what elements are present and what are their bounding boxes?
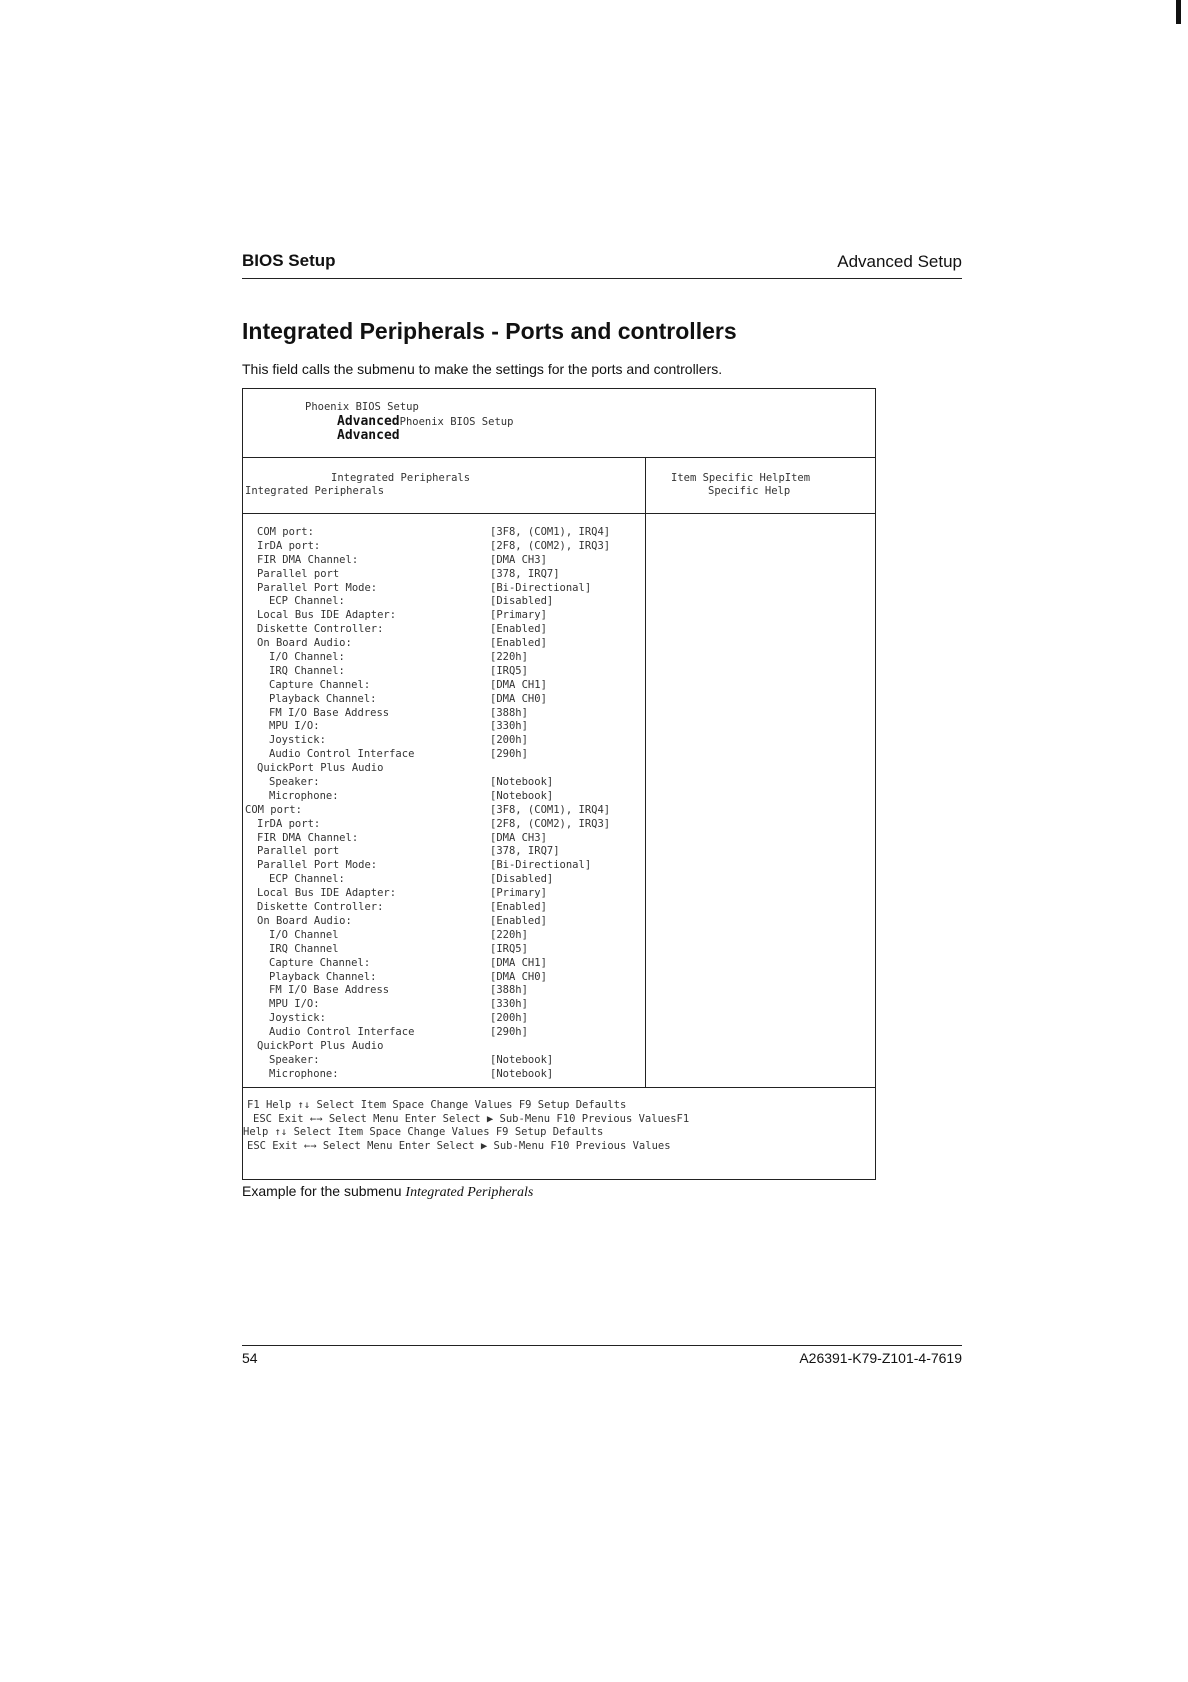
bios-setting-row[interactable]	[245, 637, 643, 651]
footer-rule	[242, 1345, 962, 1346]
bios-setting-row[interactable]	[245, 693, 643, 707]
bios-settings-list	[245, 526, 643, 1082]
bios-setting-value[interactable]: [3F8, (COM1), IRQ4]	[490, 803, 611, 816]
bios-setting-label: Parallel port	[257, 845, 340, 858]
bios-setting-row[interactable]	[245, 1054, 643, 1068]
bios-key-legend-line: ESC Exit ←→ Select Menu Enter Select ▶ Sub-Menu F10 Previous Values	[247, 1139, 671, 1152]
bios-setting-row[interactable]	[245, 915, 643, 929]
bios-setting-value[interactable]: [330h]	[490, 720, 528, 733]
bios-setting-row[interactable]	[245, 832, 643, 846]
bios-setting-label: IRQ Channel	[269, 942, 339, 955]
section-title: Integrated Peripherals - Ports and controllers	[242, 318, 737, 344]
bios-setting-row[interactable]	[245, 859, 643, 873]
bios-setting-value[interactable]: [DMA CH3]	[490, 553, 547, 566]
bios-setting-label: On Board Audio:	[257, 914, 352, 927]
bios-title-bar	[243, 389, 875, 458]
bios-setting-label: Local Bus IDE Adapter:	[257, 609, 397, 622]
bios-setting-label: FM I/O Base Address	[269, 706, 390, 719]
bios-setting-label: COM port:	[245, 803, 302, 816]
bios-title-line-3: Advanced	[337, 428, 400, 443]
bios-setting-row[interactable]	[245, 665, 643, 679]
bios-setting-value[interactable]: [Bi-Directional]	[490, 859, 592, 872]
bios-setting-value[interactable]: [Bi-Directional]	[490, 581, 592, 594]
bios-setting-label: COM port:	[257, 526, 314, 538]
bios-setting-value[interactable]: [Notebook]	[490, 789, 554, 802]
document-id: A26391-K79-Z101-4-7619	[799, 1350, 962, 1366]
bios-setting-row[interactable]	[245, 720, 643, 734]
bios-setting-label: Parallel port	[257, 567, 340, 580]
bios-setting-row[interactable]	[245, 901, 643, 915]
bios-setting-label: Microphone:	[269, 789, 339, 802]
bios-setting-label: IRQ Channel:	[269, 664, 345, 677]
bios-setting-value[interactable]: [Primary]	[490, 609, 547, 622]
bios-setting-label: Diskette Controller:	[257, 623, 384, 636]
bios-setting-value[interactable]: [Enabled]	[490, 623, 547, 636]
bios-setting-value[interactable]: [290h]	[490, 748, 528, 761]
bios-setting-row[interactable]	[245, 790, 643, 804]
bios-setting-label: MPU I/O:	[269, 720, 320, 733]
bios-setting-label: Playback Channel:	[269, 692, 377, 705]
bios-setting-row[interactable]	[245, 568, 643, 582]
bios-help-line-1: Item Specific HelpItem	[671, 472, 811, 484]
bios-setting-label: Playback Channel:	[269, 970, 377, 983]
bios-section-header	[243, 457, 875, 514]
bios-setting-label: Speaker:	[269, 1053, 320, 1066]
bios-setting-label: Diskette Controller:	[257, 901, 384, 914]
bios-setting-label: Joystick:	[269, 1012, 326, 1025]
bios-setting-label: Parallel Port Mode:	[257, 581, 378, 594]
bios-setting-row[interactable]	[245, 679, 643, 693]
caption-prefix: Example for the submenu	[242, 1183, 406, 1199]
bios-setting-row[interactable]	[245, 651, 643, 665]
bios-setting-row[interactable]	[245, 887, 643, 901]
caption-italic: Integrated Peripherals	[405, 1185, 534, 1200]
bios-setting-value[interactable]: [330h]	[490, 998, 528, 1011]
bios-caption-line-2: Integrated Peripherals	[245, 485, 385, 497]
bios-setting-value[interactable]: [Notebook]	[490, 776, 554, 789]
bios-setting-label: Audio Control Interface	[269, 1026, 415, 1039]
bios-setting-row[interactable]	[245, 623, 643, 637]
bios-setting-row[interactable]	[245, 554, 643, 568]
bios-setting-label: Capture Channel:	[269, 956, 371, 969]
bios-setting-value[interactable]: [DMA CH3]	[490, 831, 547, 844]
bios-setting-label: FIR DMA Channel:	[257, 553, 359, 566]
bios-setting-label: Audio Control Interface	[269, 748, 415, 761]
bios-setting-label: Speaker:	[269, 776, 320, 789]
bios-setting-row[interactable]	[245, 762, 643, 776]
bios-setting-label: I/O Channel	[269, 928, 339, 941]
bios-setting-value[interactable]: [DMA CH0]	[490, 692, 547, 705]
bios-setting-label: On Board Audio:	[257, 637, 352, 650]
bios-setting-value[interactable]: [378, IRQ7]	[490, 845, 560, 858]
bios-caption-line-1: Integrated Peripherals	[331, 472, 471, 484]
bios-setting-row[interactable]	[245, 1012, 643, 1026]
bios-setting-value[interactable]: [Enabled]	[490, 914, 547, 927]
bios-setting-row[interactable]	[245, 748, 643, 762]
bios-key-legend-line: Help ↑↓ Select Item Space Change Values F9 Setup Defaults	[243, 1126, 604, 1138]
bios-setting-value[interactable]: [2F8, (COM2), IRQ3]	[490, 817, 611, 830]
bios-setting-row[interactable]	[245, 845, 643, 859]
bios-menu-advanced: Advanced	[337, 414, 400, 429]
bios-setting-value[interactable]: [DMA CH0]	[490, 970, 547, 983]
bios-setting-label: IrDA port:	[257, 817, 321, 830]
bios-setting-label: QuickPort Plus Audio	[257, 762, 384, 775]
bios-screen-figure	[242, 388, 876, 1180]
bios-setting-label: Joystick:	[269, 734, 326, 747]
bios-setting-value[interactable]: [2F8, (COM2), IRQ3]	[490, 539, 611, 552]
bios-setting-row[interactable]	[245, 609, 643, 623]
edge-mark	[1176, 0, 1181, 24]
bios-setting-value[interactable]: [IRQ5]	[490, 664, 528, 677]
bios-setting-row[interactable]	[245, 707, 643, 721]
bios-setting-value[interactable]: [220h]	[490, 928, 528, 941]
figure-caption	[242, 1183, 533, 1201]
bios-title-line-1: Phoenix BIOS Setup	[305, 401, 419, 413]
bios-setting-row[interactable]	[245, 1068, 643, 1082]
bios-setting-value[interactable]: [Disabled]	[490, 595, 554, 608]
bios-setting-label: ECP Channel:	[269, 873, 345, 886]
bios-setting-label: QuickPort Plus Audio	[257, 1039, 384, 1052]
bios-setting-label: MPU I/O:	[269, 998, 320, 1011]
bios-setting-row[interactable]	[245, 1040, 643, 1054]
bios-setting-value[interactable]: [200h]	[490, 734, 528, 747]
bios-setting-row[interactable]	[245, 540, 643, 554]
bios-setting-row[interactable]	[245, 804, 643, 818]
header-rule	[242, 278, 962, 279]
bios-key-legend-line: F1 Help ↑↓ Select Item Space Change Values F9 Setup Defaults	[247, 1099, 627, 1111]
bios-setting-value[interactable]: [220h]	[490, 651, 528, 664]
bios-title-line-2	[337, 414, 513, 429]
bios-setting-value[interactable]: [IRQ5]	[490, 942, 528, 955]
bios-column-divider	[645, 457, 646, 1087]
bios-setting-label: IrDA port:	[257, 539, 321, 552]
bios-setting-label: ECP Channel:	[269, 595, 345, 608]
bios-setting-row[interactable]	[245, 582, 643, 596]
bios-setting-value[interactable]: [Enabled]	[490, 901, 547, 914]
bios-setting-row[interactable]	[245, 595, 643, 609]
bios-setting-row[interactable]	[245, 818, 643, 832]
bios-setting-value[interactable]: [Disabled]	[490, 873, 554, 886]
section-intro: This field calls the submenu to make the settings for the ports and controllers.	[242, 361, 723, 377]
bios-title-line-2-rest: Phoenix BIOS Setup	[399, 416, 514, 428]
bios-setting-row[interactable]	[245, 526, 643, 540]
bios-setting-row[interactable]	[245, 1026, 643, 1040]
bios-setting-label: Capture Channel:	[269, 678, 371, 691]
bios-setting-label: I/O Channel:	[269, 651, 345, 664]
bios-setting-row[interactable]	[245, 998, 643, 1012]
page-number: 54	[242, 1350, 258, 1366]
bios-setting-value[interactable]: [Notebook]	[490, 1067, 554, 1080]
bios-setting-row[interactable]	[245, 943, 643, 957]
bios-setting-value[interactable]: [3F8, (COM1), IRQ4]	[490, 526, 611, 538]
bios-setting-value[interactable]: [200h]	[490, 1012, 528, 1025]
bios-setting-row[interactable]	[245, 873, 643, 887]
bios-setting-value[interactable]: [Primary]	[490, 887, 547, 900]
bios-setting-value[interactable]: [Enabled]	[490, 637, 547, 650]
bios-footer-rule	[243, 1087, 875, 1088]
bios-setting-value[interactable]: [388h]	[490, 984, 528, 997]
bios-setting-value[interactable]: [378, IRQ7]	[490, 567, 560, 580]
bios-key-legend-line: ESC Exit ←→ Select Menu Enter Select ▶ Sub-Menu F10 Previous ValuesF1	[253, 1112, 690, 1125]
bios-setting-row[interactable]	[245, 734, 643, 748]
bios-setting-label: Parallel Port Mode:	[257, 859, 378, 872]
bios-setting-label: Microphone:	[269, 1067, 339, 1080]
bios-setting-value[interactable]: [DMA CH1]	[490, 956, 547, 969]
bios-setting-value[interactable]: [Notebook]	[490, 1053, 554, 1066]
bios-setting-row[interactable]	[245, 929, 643, 943]
bios-setting-value[interactable]: [290h]	[490, 1026, 528, 1039]
running-header-left: BIOS Setup	[242, 251, 336, 270]
bios-setting-label: FM I/O Base Address	[269, 984, 390, 997]
bios-setting-value[interactable]: [DMA CH1]	[490, 678, 547, 691]
bios-setting-row[interactable]	[245, 776, 643, 790]
bios-setting-row[interactable]	[245, 971, 643, 985]
bios-help-line-2: Specific Help	[708, 485, 791, 497]
running-header-right: Advanced Setup	[837, 252, 962, 271]
bios-setting-value[interactable]: [388h]	[490, 706, 528, 719]
bios-setting-label: Local Bus IDE Adapter:	[257, 887, 397, 900]
bios-key-legend	[243, 1099, 875, 1153]
bios-setting-row[interactable]	[245, 984, 643, 998]
bios-setting-row[interactable]	[245, 957, 643, 971]
bios-setting-label: FIR DMA Channel:	[257, 831, 359, 844]
